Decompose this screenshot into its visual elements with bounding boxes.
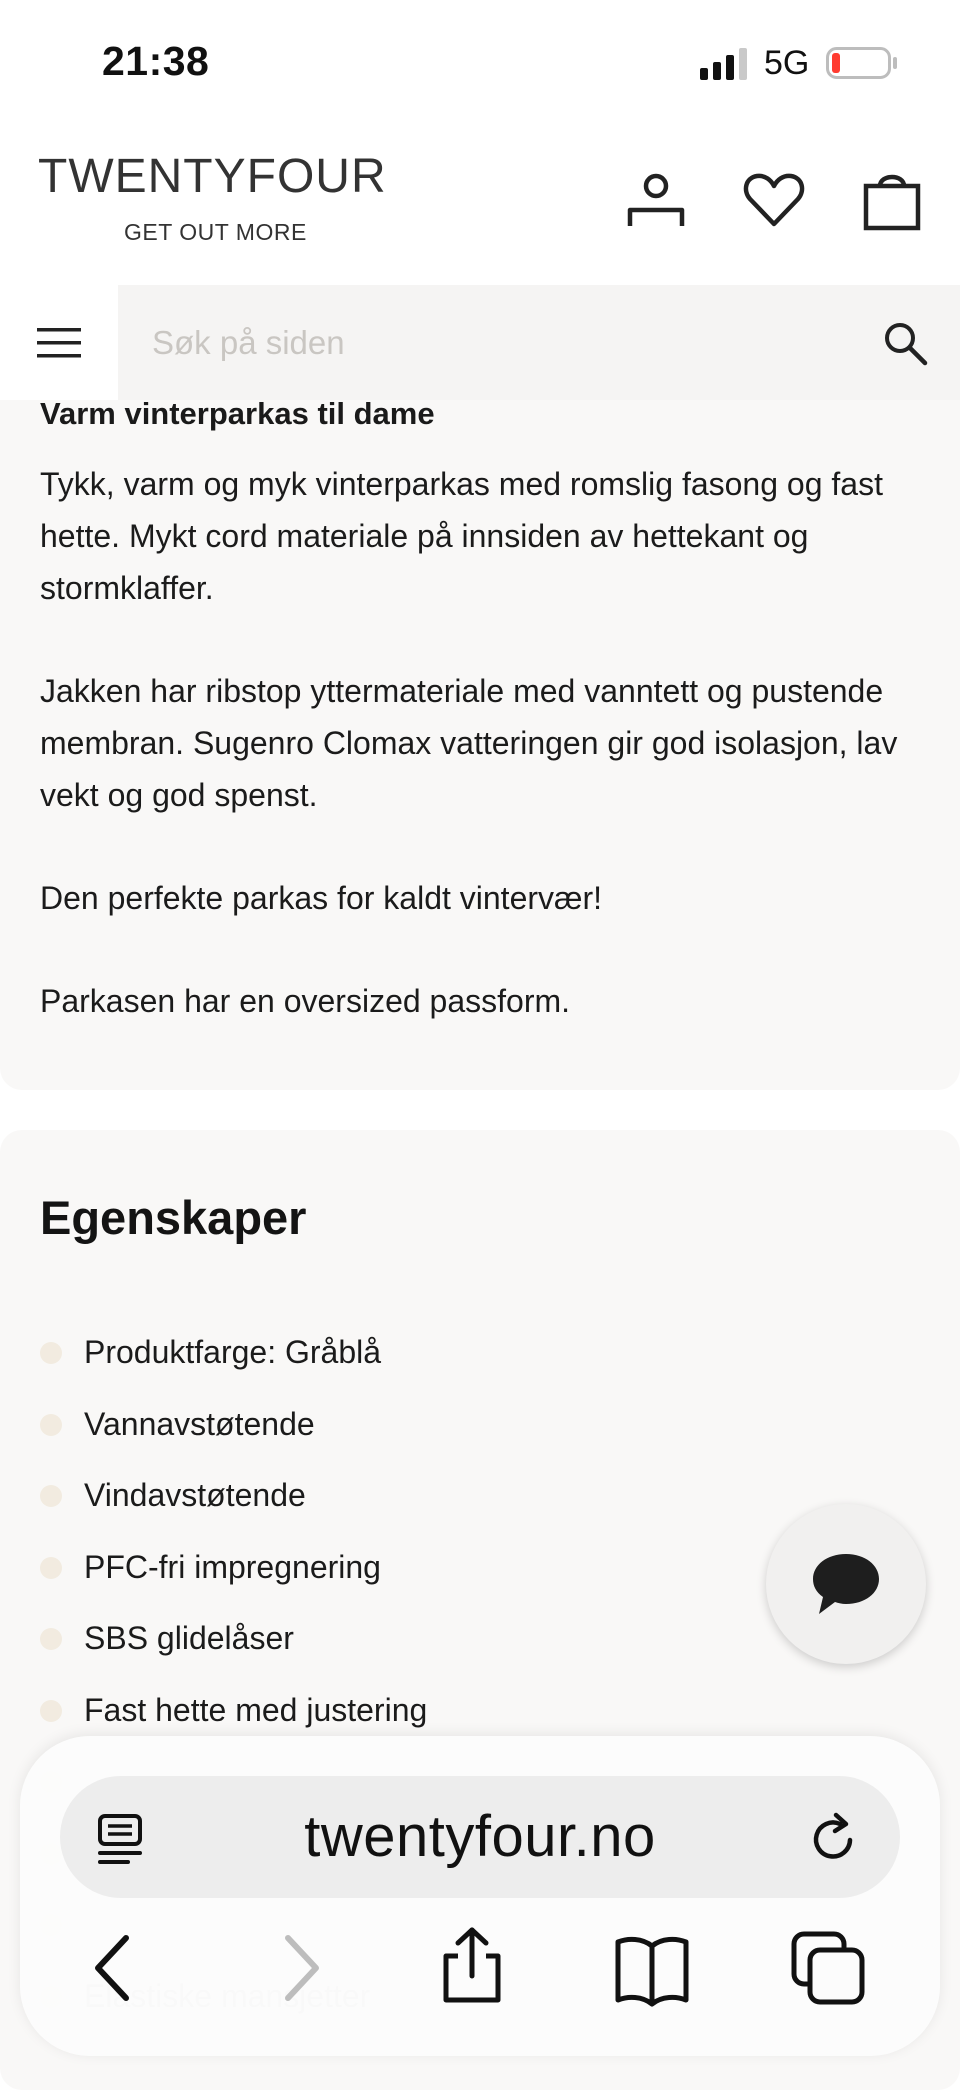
feature-item	[40, 1468, 427, 1540]
heart-icon[interactable]	[742, 168, 806, 232]
description-paragraph: Parkasen har en oversized passform.	[40, 983, 571, 1019]
bullet-icon	[40, 1628, 62, 1650]
battery-icon	[826, 47, 898, 79]
bookmarks-icon[interactable]	[612, 1930, 692, 2010]
reload-icon[interactable]	[806, 1810, 862, 1866]
description-title: Varm vinterparkas til dame	[40, 396, 435, 431]
search-bar	[0, 285, 960, 402]
bullet-icon	[40, 1342, 62, 1364]
feature-item	[40, 1540, 427, 1612]
feature-text: Vindavstøtende	[84, 1477, 306, 1513]
forward-icon	[258, 1928, 338, 2008]
feature-text: Produktfarge: Gråblå	[84, 1334, 382, 1370]
bullet-icon	[40, 1700, 62, 1722]
network-label: 5G	[764, 44, 810, 82]
tabs-icon[interactable]	[790, 1930, 870, 2010]
description-paragraph: Tykk, varm og myk vinterparkas med romslig fasong og fast hette. Mykt cord materiale på innsiden av hettekant og stormklaffer.	[40, 466, 883, 606]
url-text[interactable]: twentyfour.no	[304, 1804, 656, 1869]
share-icon[interactable]	[432, 1926, 512, 2006]
features-title: Egenskaper	[40, 1191, 307, 1244]
bullet-icon	[40, 1557, 62, 1579]
brand-tagline: GET OUT MORE	[124, 219, 307, 245]
chat-button[interactable]	[766, 1504, 926, 1664]
feature-text: Fast hette med justering	[84, 1691, 428, 1728]
hamburger-icon	[37, 327, 81, 359]
status-time: 21:38	[102, 38, 210, 84]
menu-button[interactable]	[0, 285, 118, 400]
feature-text: PFC-fri impregnering	[84, 1548, 381, 1585]
bag-icon[interactable]	[860, 168, 924, 232]
description-paragraph: Jakken har ribstop yttermateriale med vanntett og pustende membran. Sugenro Clomax vatteringen gir god isolasjon, lav vekt og god spenst.	[40, 673, 898, 813]
brand-wordmark: TWENTYFOUR	[38, 150, 387, 203]
feature-text: Vannavstøtende	[84, 1405, 315, 1442]
search-icon[interactable]	[880, 318, 932, 370]
chat-bubble-icon	[809, 1550, 883, 1618]
bullet-icon	[40, 1485, 62, 1507]
brand-logo[interactable]	[38, 148, 390, 248]
brand-logo-mark	[38, 148, 390, 248]
account-icon[interactable]	[624, 168, 688, 232]
feature-item	[40, 1325, 427, 1397]
search-input[interactable]	[150, 311, 854, 375]
feature-text: SBS glidelåser	[84, 1620, 294, 1656]
description-paragraph: Den perfekte parkas for kaldt vintervær!	[40, 880, 603, 916]
signal-icon	[700, 48, 752, 80]
bullet-icon	[40, 1414, 62, 1436]
feature-item	[40, 1397, 427, 1469]
back-icon[interactable]	[76, 1928, 156, 2008]
feature-item	[40, 1611, 427, 1683]
